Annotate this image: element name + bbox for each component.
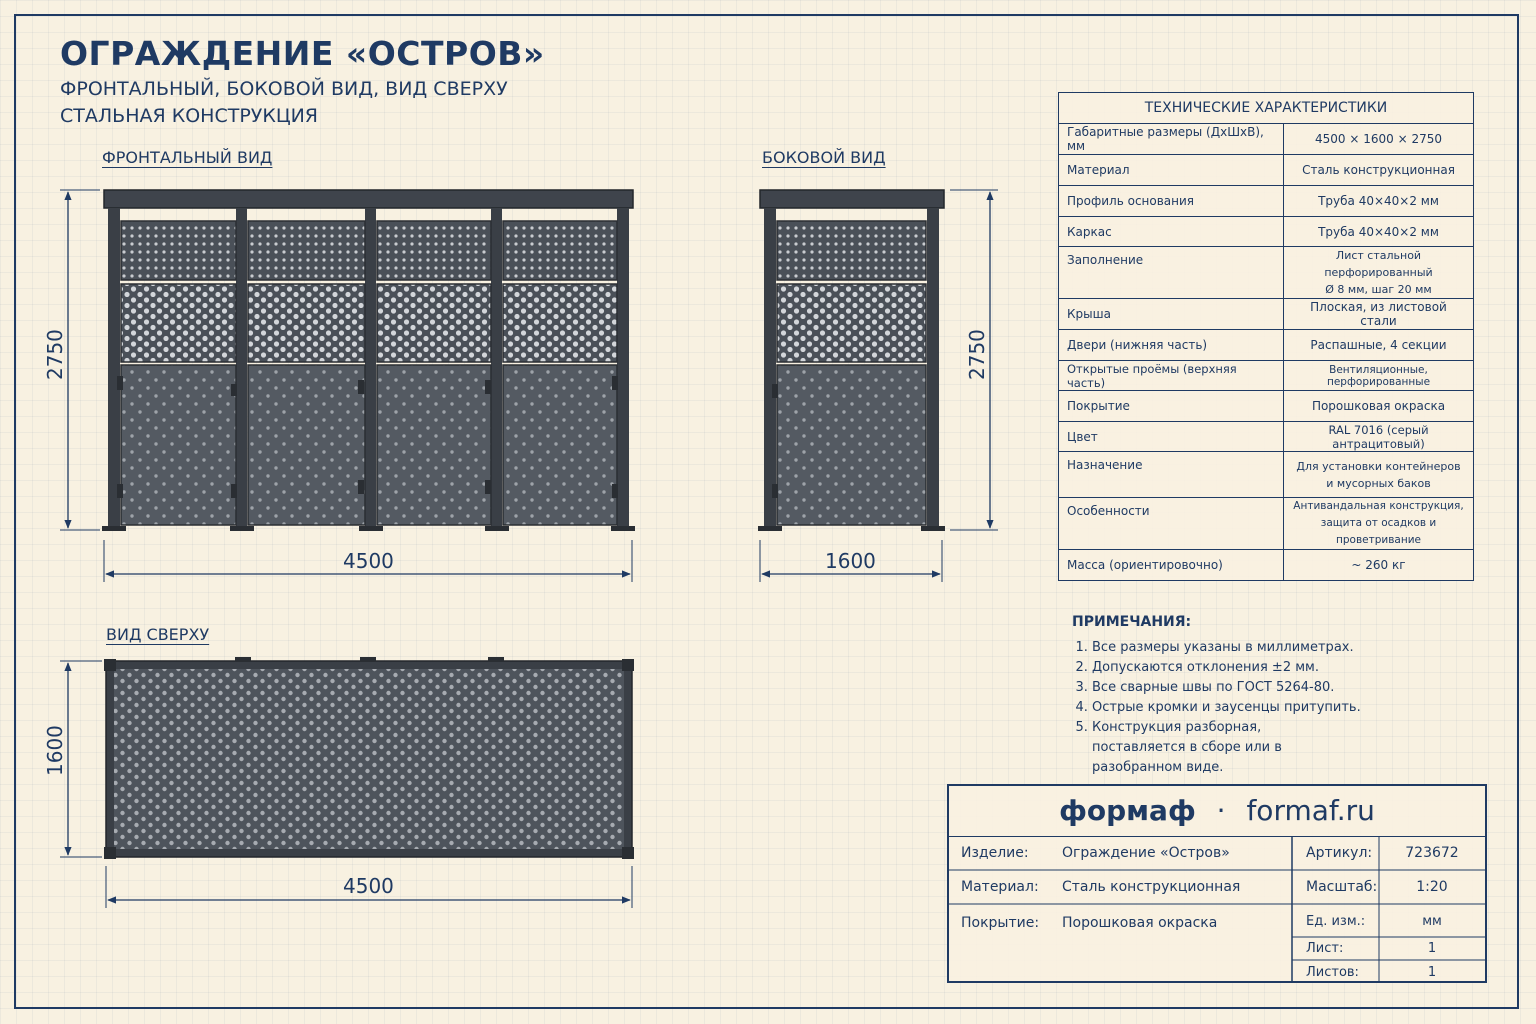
spec-key: Цвет <box>1059 422 1284 452</box>
notes-list <box>1072 638 1361 778</box>
side-view-label: БОКОВОЙ ВИД <box>762 148 886 167</box>
top-view-label: ВИД СВЕРХУ <box>106 625 210 644</box>
spec-value-line: Антивандальная конструкция, <box>1293 500 1464 512</box>
brand-separator: · <box>1216 794 1226 827</box>
stamp-listov-label: Листов: <box>1306 965 1359 980</box>
top-view-drawing <box>60 657 634 908</box>
top-width-dimension: 4500 <box>343 874 394 898</box>
spec-table <box>1058 92 1474 581</box>
spec-key: Профиль основания <box>1059 186 1284 217</box>
stamp-pokrytie-label: Покрытие: <box>961 915 1040 931</box>
list-item: 3. Все сварные швы по ГОСТ 5264-80. <box>1092 678 1361 698</box>
front-middle-panel <box>248 284 365 362</box>
list-item: 1. Все размеры указаны в миллиметрах. <box>1092 638 1361 658</box>
front-post <box>491 208 502 530</box>
spec-key: Каркас <box>1059 217 1284 247</box>
table-row <box>1059 330 1474 361</box>
spec-value: Труба 40×40×2 мм <box>1284 217 1474 247</box>
spec-value-line: и мусорных баков <box>1326 476 1431 490</box>
front-feet <box>102 526 635 531</box>
table-row <box>1059 391 1474 422</box>
front-door <box>503 365 617 525</box>
spec-value-line: Ø 8 мм, шаг 20 мм <box>1325 283 1432 296</box>
stamp-artikul: 723672 <box>1405 845 1459 861</box>
top-depth-dimension: 1600 <box>43 725 67 776</box>
front-upper-panel <box>503 221 617 280</box>
spec-key: Заполнение <box>1059 247 1284 299</box>
front-view-drawing <box>60 190 635 582</box>
spec-value-line: Лист стальной перфорированный <box>1324 249 1433 279</box>
table-row <box>1059 124 1474 155</box>
side-height-dimension: 2750 <box>965 329 989 380</box>
table-row <box>1059 361 1474 391</box>
table-row <box>1059 247 1474 299</box>
table-row <box>1059 186 1474 217</box>
side-lower-panel <box>777 365 926 525</box>
spec-key: Открытые проёмы (верхняя часть) <box>1059 361 1284 391</box>
side-post-right <box>927 208 939 530</box>
side-width-dimension: 1600 <box>825 549 876 573</box>
front-upper-panel <box>121 221 236 280</box>
table-row <box>1059 299 1474 330</box>
front-post-right <box>617 208 629 530</box>
stamp-izdelie: Ограждение «Остров» <box>1062 845 1230 861</box>
top-roof-panel <box>114 669 624 849</box>
stamp-pokrytie: Порошковая окраска <box>1062 915 1218 931</box>
spec-value: Плоская, из листовой стали <box>1284 299 1474 330</box>
spec-value: ~ 260 кг <box>1284 550 1474 581</box>
spec-value: 4500 × 1600 × 2750 <box>1284 124 1474 155</box>
spec-key: Материал <box>1059 155 1284 186</box>
front-door <box>377 365 491 525</box>
spec-key: Назначение <box>1059 452 1284 498</box>
spec-value <box>1284 247 1474 299</box>
side-upper-panel <box>777 221 926 280</box>
front-width-dimension: 4500 <box>343 549 394 573</box>
spec-key: Габаритные размеры (ДхШхВ), мм <box>1059 124 1284 155</box>
stamp-listov: 1 <box>1427 965 1437 980</box>
table-row <box>1059 498 1474 550</box>
notes-header: ПРИМЕЧАНИЯ: <box>1072 614 1192 630</box>
page-subtitle-material: СТАЛЬНАЯ КОНСТРУКЦИЯ <box>60 105 319 127</box>
front-middle-panel <box>121 284 236 362</box>
stamp-list: 1 <box>1427 941 1437 956</box>
spec-value-line: защита от осадков и проветривание <box>1320 517 1437 546</box>
front-upper-panel <box>377 221 491 280</box>
brand-logo: формаф <box>1059 794 1196 827</box>
spec-key: Двери (нижняя часть) <box>1059 330 1284 361</box>
front-view-label: ФРОНТАЛЬНЫЙ ВИД <box>102 148 273 167</box>
front-post-left <box>108 208 120 530</box>
spec-table-header: ТЕХНИЧЕСКИЕ ХАРАКТЕРИСТИКИ <box>1059 93 1474 124</box>
page-subtitle: ФРОНТАЛЬНЫЙ, БОКОВОЙ ВИД, ВИД СВЕРХУ <box>60 78 508 100</box>
table-row <box>1059 452 1474 498</box>
front-upper-panel <box>248 221 365 280</box>
front-middle-panel <box>377 284 491 362</box>
spec-value <box>1284 498 1474 550</box>
side-view-drawing <box>758 190 998 582</box>
list-item: 4. Острые кромки и заусенцы притупить. <box>1092 698 1361 718</box>
spec-key: Крыша <box>1059 299 1284 330</box>
spec-key: Покрытие <box>1059 391 1284 422</box>
list-item: 5. Конструкция разборная, поставляется в сборе или в разобранном виде. <box>1092 718 1352 778</box>
stamp-masshtab-label: Масштаб: <box>1306 879 1378 895</box>
notes-block <box>1072 614 1361 778</box>
spec-value: RAL 7016 (серый антрацитовый) <box>1284 422 1474 452</box>
front-height-dimension: 2750 <box>43 329 67 380</box>
stamp-material-label: Материал: <box>961 879 1039 895</box>
table-row <box>1059 550 1474 581</box>
spec-value: Труба 40×40×2 мм <box>1284 186 1474 217</box>
spec-value: Распашные, 4 секции <box>1284 330 1474 361</box>
front-post <box>236 208 247 530</box>
list-item: 2. Допускаются отклонения ±2 мм. <box>1092 658 1361 678</box>
spec-value <box>1284 452 1474 498</box>
stamp-masshtab: 1:20 <box>1416 879 1448 895</box>
spec-value: Сталь конструкционная <box>1284 155 1474 186</box>
front-roof <box>104 190 633 208</box>
stamp-material: Сталь конструкционная <box>1062 879 1241 895</box>
spec-value-line: Для установки контейнеров <box>1296 459 1461 473</box>
spec-key: Масса (ориентировочно) <box>1059 550 1284 581</box>
front-middle-panel <box>503 284 617 362</box>
table-row <box>1059 155 1474 186</box>
table-row <box>1059 217 1474 247</box>
brand-header <box>949 786 1485 837</box>
side-post-left <box>764 208 776 530</box>
spec-key: Особенности <box>1059 498 1284 550</box>
title-block <box>947 784 1487 983</box>
stamp-izdelie-label: Изделие: <box>961 845 1029 861</box>
spec-value: Порошковая окраска <box>1284 391 1474 422</box>
side-roof <box>760 190 944 208</box>
table-row <box>1059 422 1474 452</box>
front-door <box>121 365 236 525</box>
spec-value: Вентиляционные, перфорированные <box>1284 361 1474 391</box>
page-title: ОГРАЖДЕНИЕ «ОСТРОВ» <box>60 34 545 73</box>
front-post <box>365 208 376 530</box>
stamp-ed-label: Ед. изм.: <box>1306 914 1366 929</box>
brand-site: formaf.ru <box>1246 794 1375 827</box>
stamp-list-label: Лист: <box>1306 941 1344 956</box>
stamp-artikul-label: Артикул: <box>1306 845 1373 861</box>
stamp-ed: мм <box>1422 914 1442 929</box>
front-door <box>248 365 365 525</box>
side-middle-panel <box>777 284 926 362</box>
